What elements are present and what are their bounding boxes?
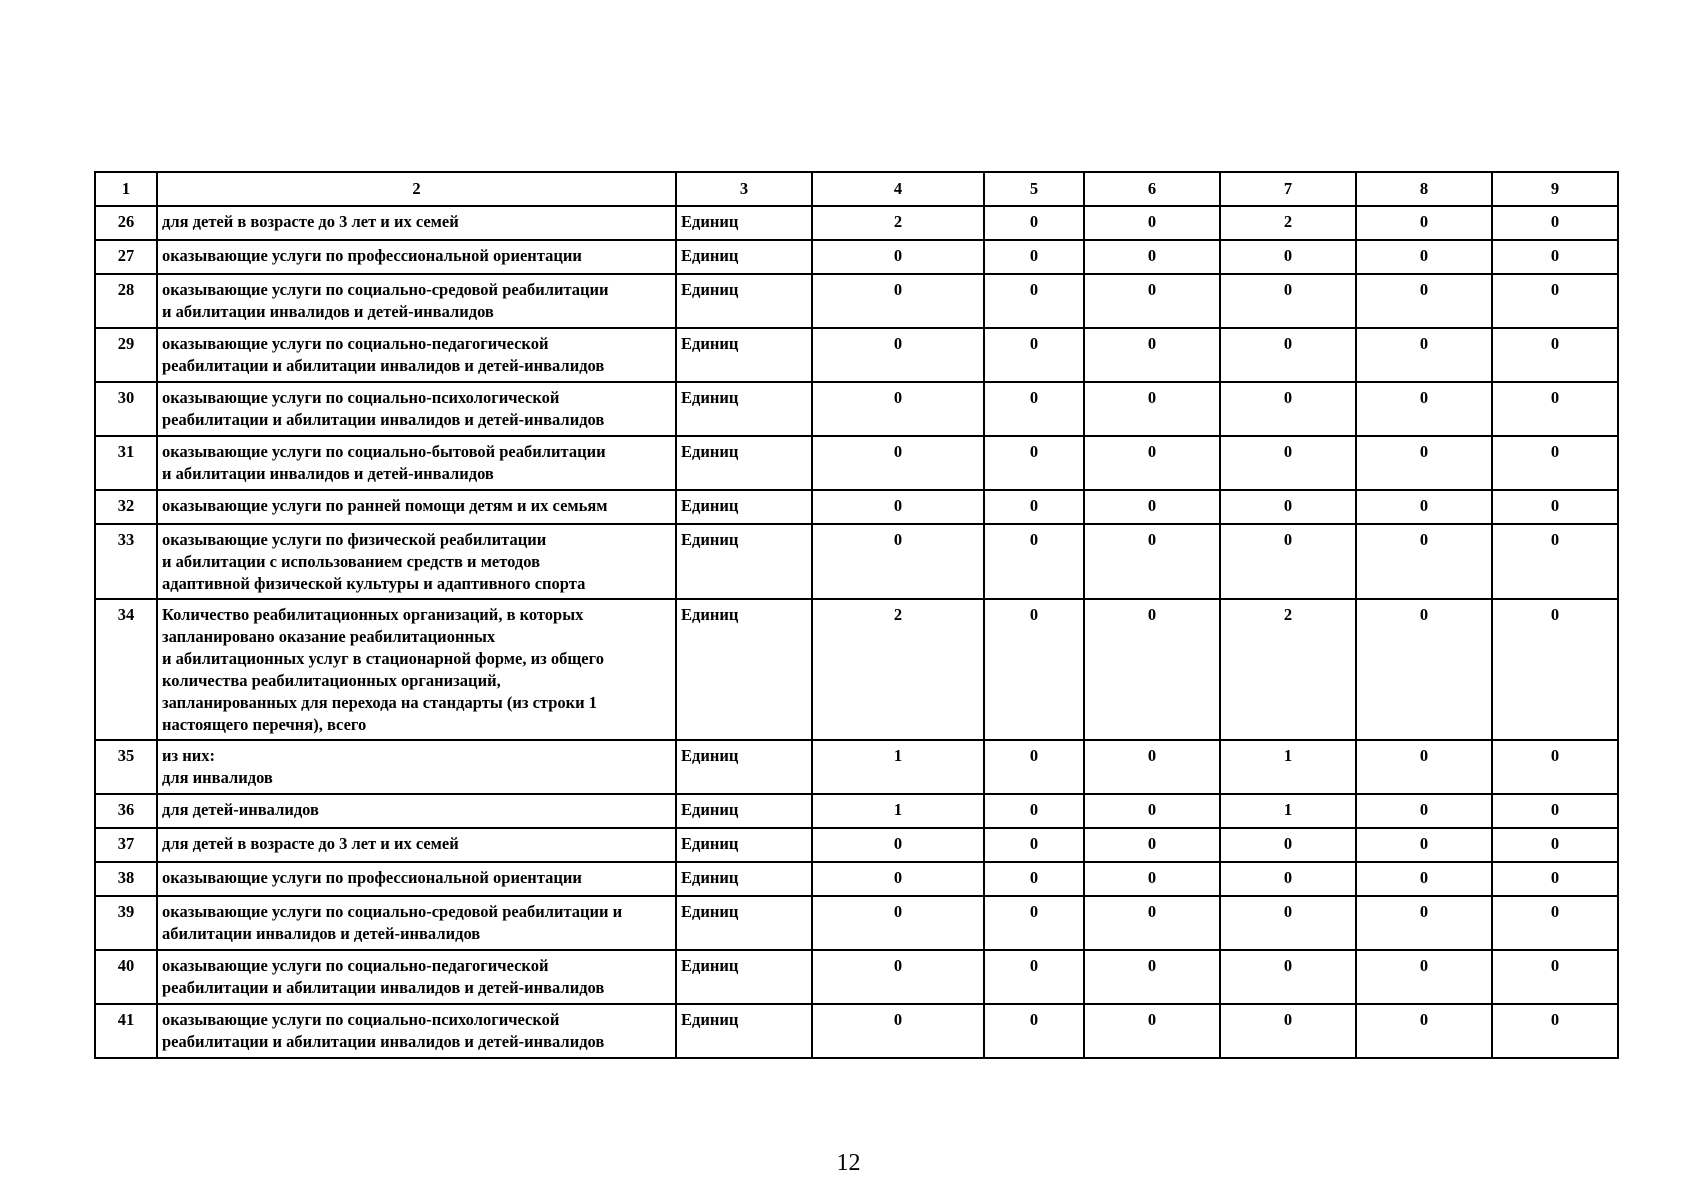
value-cell-col-7: 0 (1220, 828, 1356, 862)
value-cell-col-9: 0 (1492, 328, 1618, 382)
value-cell-col-7: 2 (1220, 599, 1356, 740)
indicator-name-cell: оказывающие услуги по социально-бытовой реабилитации и абилитации инвалидов и детей-инвалидов (157, 436, 676, 490)
value-cell-col-4: 0 (812, 828, 984, 862)
row-number-cell: 36 (95, 794, 157, 828)
value-cell-col-7: 0 (1220, 274, 1356, 328)
unit-cell: Единиц (676, 490, 812, 524)
table-row (95, 599, 1618, 740)
value-cell-col-8: 0 (1356, 896, 1492, 950)
value-cell-col-7: 0 (1220, 862, 1356, 896)
value-cell-col-9: 0 (1492, 828, 1618, 862)
value-cell-col-7: 0 (1220, 490, 1356, 524)
value-cell-col-9: 0 (1492, 382, 1618, 436)
unit-cell: Единиц (676, 382, 812, 436)
value-cell-col-6: 0 (1084, 240, 1220, 274)
value-cell-col-8: 0 (1356, 240, 1492, 274)
value-cell-col-4: 0 (812, 490, 984, 524)
row-number-cell: 37 (95, 828, 157, 862)
row-number-cell: 38 (95, 862, 157, 896)
value-cell-col-9: 0 (1492, 490, 1618, 524)
table-row (95, 1004, 1618, 1058)
unit-cell: Единиц (676, 896, 812, 950)
value-cell-col-9: 0 (1492, 524, 1618, 599)
value-cell-col-7: 1 (1220, 740, 1356, 794)
value-cell-col-6: 0 (1084, 794, 1220, 828)
table-row (95, 328, 1618, 382)
value-cell-col-9: 0 (1492, 862, 1618, 896)
indicator-name-cell: оказывающие услуги по ранней помощи детям и их семьям (157, 490, 676, 524)
value-cell-col-6: 0 (1084, 382, 1220, 436)
unit-cell: Единиц (676, 206, 812, 240)
value-cell-col-4: 0 (812, 862, 984, 896)
value-cell-col-5: 0 (984, 862, 1084, 896)
value-cell-col-8: 0 (1356, 328, 1492, 382)
value-cell-col-5: 0 (984, 950, 1084, 1004)
header-cell-9: 9 (1492, 172, 1618, 206)
table-row (95, 382, 1618, 436)
table-row (95, 950, 1618, 1004)
value-cell-col-4: 0 (812, 524, 984, 599)
value-cell-col-9: 0 (1492, 599, 1618, 740)
value-cell-col-5: 0 (984, 240, 1084, 274)
value-cell-col-7: 0 (1220, 436, 1356, 490)
value-cell-col-5: 0 (984, 328, 1084, 382)
unit-cell: Единиц (676, 274, 812, 328)
unit-cell: Единиц (676, 862, 812, 896)
value-cell-col-9: 0 (1492, 274, 1618, 328)
value-cell-col-5: 0 (984, 274, 1084, 328)
table-row (95, 524, 1618, 599)
value-cell-col-5: 0 (984, 896, 1084, 950)
value-cell-col-9: 0 (1492, 896, 1618, 950)
row-number-cell: 35 (95, 740, 157, 794)
value-cell-col-4: 1 (812, 740, 984, 794)
value-cell-col-8: 0 (1356, 862, 1492, 896)
value-cell-col-6: 0 (1084, 1004, 1220, 1058)
page-number: 12 (836, 1150, 861, 1176)
indicator-name-cell: для детей в возрасте до 3 лет и их семей (157, 206, 676, 240)
indicator-name-cell: для детей-инвалидов (157, 794, 676, 828)
unit-cell: Единиц (676, 1004, 812, 1058)
value-cell-col-5: 0 (984, 794, 1084, 828)
unit-cell: Единиц (676, 328, 812, 382)
row-number-cell: 30 (95, 382, 157, 436)
value-cell-col-4: 0 (812, 950, 984, 1004)
header-cell-4: 4 (812, 172, 984, 206)
value-cell-col-5: 0 (984, 599, 1084, 740)
indicator-name-cell: оказывающие услуги по профессиональной ориентации (157, 240, 676, 274)
value-cell-col-7: 0 (1220, 328, 1356, 382)
indicator-name-cell: оказывающие услуги по физической реабилитации и абилитации с использованием средств и методов адаптивной физической культуры и адаптивного спорта (157, 524, 676, 599)
table-row (95, 896, 1618, 950)
indicator-name-cell: оказывающие услуги по социально-педагогической реабилитации и абилитации инвалидов и детей-инвалидов (157, 328, 676, 382)
indicator-name-cell: оказывающие услуги по социально-психологической реабилитации и абилитации инвалидов и детей-инвалидов (157, 382, 676, 436)
value-cell-col-9: 0 (1492, 206, 1618, 240)
value-cell-col-4: 2 (812, 206, 984, 240)
value-cell-col-8: 0 (1356, 206, 1492, 240)
table-row (95, 794, 1618, 828)
value-cell-col-4: 0 (812, 382, 984, 436)
value-cell-col-5: 0 (984, 740, 1084, 794)
value-cell-col-9: 0 (1492, 1004, 1618, 1058)
value-cell-col-4: 0 (812, 1004, 984, 1058)
value-cell-col-8: 0 (1356, 1004, 1492, 1058)
unit-cell: Единиц (676, 436, 812, 490)
value-cell-col-6: 0 (1084, 740, 1220, 794)
header-cell-6: 6 (1084, 172, 1220, 206)
header-row (95, 172, 1618, 206)
row-number-cell: 40 (95, 950, 157, 1004)
table-row (95, 206, 1618, 240)
indicator-name-cell: оказывающие услуги по социально-педагогической реабилитации и абилитации инвалидов и детей-инвалидов (157, 950, 676, 1004)
table-row (95, 436, 1618, 490)
value-cell-col-8: 0 (1356, 436, 1492, 490)
value-cell-col-4: 0 (812, 274, 984, 328)
unit-cell: Единиц (676, 240, 812, 274)
unit-cell: Единиц (676, 599, 812, 740)
header-cell-3: 3 (676, 172, 812, 206)
unit-cell: Единиц (676, 794, 812, 828)
unit-cell: Единиц (676, 524, 812, 599)
value-cell-col-7: 2 (1220, 206, 1356, 240)
value-cell-col-4: 0 (812, 240, 984, 274)
row-number-cell: 39 (95, 896, 157, 950)
unit-cell: Единиц (676, 950, 812, 1004)
indicator-name-cell: для детей в возрасте до 3 лет и их семей (157, 828, 676, 862)
indicator-name-cell: из них: для инвалидов (157, 740, 676, 794)
row-number-cell: 31 (95, 436, 157, 490)
value-cell-col-8: 0 (1356, 274, 1492, 328)
value-cell-col-6: 0 (1084, 524, 1220, 599)
value-cell-col-4: 0 (812, 896, 984, 950)
table-row (95, 862, 1618, 896)
value-cell-col-6: 0 (1084, 206, 1220, 240)
value-cell-col-4: 2 (812, 599, 984, 740)
value-cell-col-9: 0 (1492, 240, 1618, 274)
value-cell-col-5: 0 (984, 382, 1084, 436)
value-cell-col-6: 0 (1084, 862, 1220, 896)
table-row (95, 740, 1618, 794)
value-cell-col-8: 0 (1356, 599, 1492, 740)
value-cell-col-9: 0 (1492, 436, 1618, 490)
value-cell-col-5: 0 (984, 490, 1084, 524)
row-number-cell: 29 (95, 328, 157, 382)
value-cell-col-7: 1 (1220, 794, 1356, 828)
value-cell-col-6: 0 (1084, 828, 1220, 862)
table-row (95, 240, 1618, 274)
header-cell-2: 2 (157, 172, 676, 206)
value-cell-col-9: 0 (1492, 950, 1618, 1004)
header-cell-5: 5 (984, 172, 1084, 206)
data-table (94, 171, 1619, 1059)
header-cell-7: 7 (1220, 172, 1356, 206)
value-cell-col-4: 0 (812, 436, 984, 490)
value-cell-col-8: 0 (1356, 382, 1492, 436)
value-cell-col-4: 0 (812, 328, 984, 382)
row-number-cell: 33 (95, 524, 157, 599)
unit-cell: Единиц (676, 740, 812, 794)
indicator-name-cell: оказывающие услуги по профессиональной ориентации (157, 862, 676, 896)
table-row (95, 274, 1618, 328)
value-cell-col-7: 0 (1220, 950, 1356, 1004)
value-cell-col-8: 0 (1356, 490, 1492, 524)
value-cell-col-7: 0 (1220, 1004, 1356, 1058)
value-cell-col-6: 0 (1084, 599, 1220, 740)
indicator-name-cell: оказывающие услуги по социально-психологической реабилитации и абилитации инвалидов и детей-инвалидов (157, 1004, 676, 1058)
indicator-name-cell: оказывающие услуги по социально-средовой реабилитации и абилитации инвалидов и детей-инвалидов (157, 274, 676, 328)
row-number-cell: 34 (95, 599, 157, 740)
value-cell-col-7: 0 (1220, 524, 1356, 599)
value-cell-col-5: 0 (984, 206, 1084, 240)
value-cell-col-6: 0 (1084, 274, 1220, 328)
value-cell-col-5: 0 (984, 524, 1084, 599)
value-cell-col-7: 0 (1220, 240, 1356, 274)
value-cell-col-6: 0 (1084, 490, 1220, 524)
row-number-cell: 27 (95, 240, 157, 274)
header-cell-1: 1 (95, 172, 157, 206)
indicator-name-cell: оказывающие услуги по социально-средовой реабилитации и абилитации инвалидов и детей-инвалидов (157, 896, 676, 950)
value-cell-col-6: 0 (1084, 328, 1220, 382)
value-cell-col-8: 0 (1356, 950, 1492, 1004)
value-cell-col-7: 0 (1220, 382, 1356, 436)
value-cell-col-8: 0 (1356, 794, 1492, 828)
value-cell-col-9: 0 (1492, 740, 1618, 794)
table-row (95, 490, 1618, 524)
value-cell-col-4: 1 (812, 794, 984, 828)
value-cell-col-5: 0 (984, 828, 1084, 862)
table-body (95, 172, 1618, 1058)
value-cell-col-8: 0 (1356, 524, 1492, 599)
value-cell-col-8: 0 (1356, 828, 1492, 862)
value-cell-col-6: 0 (1084, 896, 1220, 950)
value-cell-col-6: 0 (1084, 950, 1220, 1004)
value-cell-col-5: 0 (984, 1004, 1084, 1058)
unit-cell: Единиц (676, 828, 812, 862)
row-number-cell: 28 (95, 274, 157, 328)
table-row (95, 828, 1618, 862)
row-number-cell: 26 (95, 206, 157, 240)
row-number-cell: 32 (95, 490, 157, 524)
indicator-name-cell: Количество реабилитационных организаций, в которых запланировано оказание реабилитационных и абилитационных услуг в стационарной форме, из общего количества реабилитационных организаций, запланированных для перехода на стандарты (из строки 1 настоящего перечня), всего (157, 599, 676, 740)
value-cell-col-5: 0 (984, 436, 1084, 490)
value-cell-col-9: 0 (1492, 794, 1618, 828)
value-cell-col-6: 0 (1084, 436, 1220, 490)
row-number-cell: 41 (95, 1004, 157, 1058)
value-cell-col-8: 0 (1356, 740, 1492, 794)
value-cell-col-7: 0 (1220, 896, 1356, 950)
header-cell-8: 8 (1356, 172, 1492, 206)
